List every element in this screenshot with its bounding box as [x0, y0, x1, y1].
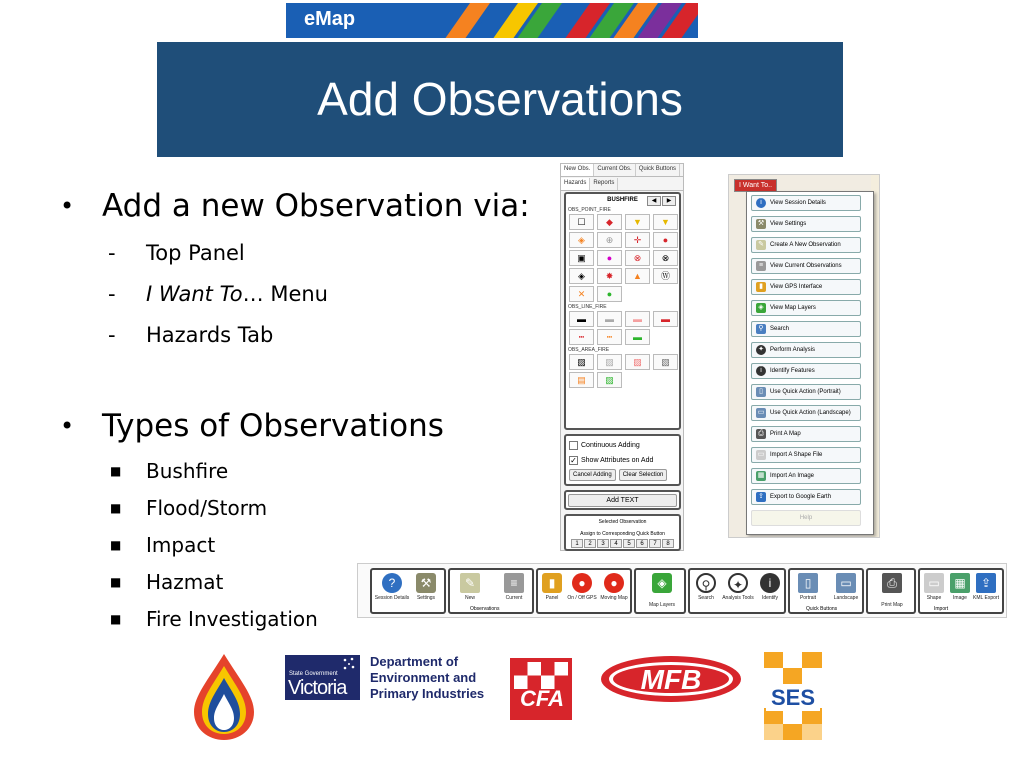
portrait-icon: ▯	[798, 573, 818, 593]
symbol-orange-triangle-icon[interactable]: ▲	[625, 268, 650, 284]
i-want-to-button[interactable]: I Want To..	[734, 179, 777, 192]
file-icon: ▭	[924, 573, 944, 593]
info-icon: ?	[382, 573, 402, 593]
export-icon: ⇪	[756, 492, 766, 502]
bullet-item-menu: … Menu	[242, 282, 328, 306]
quick-button-2[interactable]: 2	[584, 539, 596, 548]
toolbar-group-session	[370, 568, 446, 614]
menu-item-identify-features[interactable]: i Identify Features	[751, 363, 861, 379]
symbol-orange-diamond-icon[interactable]: ◈	[569, 232, 594, 248]
menu-item-view-map-layers[interactable]: ◈ View Map Layers	[751, 300, 861, 316]
line-red-icon[interactable]: ▬	[653, 311, 678, 327]
next-arrow-icon[interactable]: ▶	[662, 196, 676, 206]
menu-item-view-settings[interactable]: ⚒ View Settings	[751, 216, 861, 232]
menu-item-export-google-earth[interactable]: ⇪ Export to Google Earth	[751, 489, 861, 505]
symbol-orange-x-icon[interactable]: ✕	[569, 286, 594, 302]
layers-icon: ◈	[756, 303, 766, 313]
clear-selection-button[interactable]: Clear Selection	[619, 469, 668, 481]
portrait-icon: ▯	[756, 387, 766, 397]
victoria-text: Victoria	[288, 677, 347, 699]
landscape-icon: ▭	[836, 573, 856, 593]
symbol-red-x-circle-icon[interactable]: ⊗	[625, 250, 650, 266]
menu-item-view-gps[interactable]: ▮ View GPS Interface	[751, 279, 861, 295]
bullet-item-bushfire: Bushfire	[146, 459, 229, 483]
mfb-text: MFB	[640, 664, 702, 695]
bullet-item-hazmat: Hazmat	[146, 570, 224, 594]
symbol-crosshair-red-icon[interactable]: ✛	[625, 232, 650, 248]
bullet-section-types: • Types of Observations ■ Bushfire ■ Flood/Storm ■ Impact ■ Hazmat ■ Fire Investigation	[60, 408, 444, 631]
quick-button-3[interactable]: 3	[597, 539, 609, 548]
bullet-heading-add: Add a new Observation via:	[102, 188, 530, 224]
menu-item-help[interactable]: Help	[751, 510, 861, 526]
analysis-tools-button[interactable]: ✦ Analysis Tools	[718, 573, 758, 601]
landscape-icon: ▭	[757, 409, 765, 416]
group-label-line: OBS_LINE_FIRE	[568, 304, 607, 310]
quick-button-5[interactable]: 5	[623, 539, 635, 548]
cfa-text: CFA	[520, 686, 564, 711]
ses-text: SES	[766, 685, 820, 711]
shape-import-button[interactable]: ▭ Shape	[914, 573, 954, 601]
import-group-label: Import	[934, 606, 949, 612]
symbol-target-grey-icon[interactable]: ⊕	[597, 232, 622, 248]
menu-item-search[interactable]: ⚲ Search	[751, 321, 861, 337]
bullet-item-hazards-tab: Hazards Tab	[146, 323, 274, 347]
symbol-red-burst-icon[interactable]: ✸	[597, 268, 622, 284]
symbol-fire-diamond-icon[interactable]: ◆	[597, 214, 622, 230]
export-icon: ⇪	[976, 573, 996, 593]
symbol-diamond-black-icon[interactable]: ◈	[569, 268, 594, 284]
line-green-icon[interactable]: ▬	[625, 329, 650, 345]
i-want-to-menu	[746, 191, 874, 535]
gps-device-icon: ▮	[542, 573, 562, 593]
prev-arrow-icon[interactable]: ◀	[647, 196, 661, 206]
area-dark-hatch-icon[interactable]: ▧	[653, 354, 678, 370]
mfb-logo	[600, 655, 743, 703]
dpi-line-2: Environment and	[370, 670, 477, 685]
menu-item-import-shape-file[interactable]: ▭ Import A Shape File	[751, 447, 861, 463]
bullet-item-top-panel: Top Panel	[146, 241, 245, 265]
area-green-hatch-icon[interactable]: ▨	[597, 372, 622, 388]
search-icon: ⚲	[696, 573, 716, 593]
quick-button-7[interactable]: 7	[649, 539, 661, 548]
new-observation-button[interactable]: ✎ New	[450, 573, 490, 601]
quick-button-1[interactable]: 1	[571, 539, 583, 548]
area-orange-hatch-icon[interactable]: ▤	[569, 372, 594, 388]
quick-button-4[interactable]: 4	[610, 539, 622, 548]
tab-hazards[interactable]: Hazards	[561, 178, 590, 190]
list-icon: ≡	[504, 573, 524, 593]
toolbar-group-import	[918, 568, 1004, 614]
show-attributes-label: Show Attributes on Add	[581, 456, 654, 464]
menu-item-import-image[interactable]: ▦ Import An Image	[751, 468, 861, 484]
red-circle-icon: ●	[604, 573, 624, 593]
group-label-area: OBS_AREA_FIRE	[568, 347, 610, 353]
options-box	[564, 434, 681, 486]
fire-services-logo	[192, 652, 256, 742]
symbol-red-dot-icon[interactable]: ●	[653, 232, 678, 248]
identify-icon: i	[760, 573, 780, 593]
toolbar-group-gps	[536, 568, 632, 614]
menu-item-print-map[interactable]: ⎙ Print A Map	[751, 426, 861, 442]
ses-logo	[764, 652, 822, 740]
quick-button-6[interactable]: 6	[636, 539, 648, 548]
layers-icon: ◈	[652, 573, 672, 593]
session-details-button[interactable]: ? Session Details	[372, 573, 412, 601]
toolbar-group-quick	[788, 568, 864, 614]
search-button[interactable]: ⚲ Search	[686, 573, 726, 601]
symbol-square-icon[interactable]: ☐	[569, 214, 594, 230]
image-icon: ▦	[950, 573, 970, 593]
image-import-button[interactable]: ▦ Image	[940, 573, 980, 601]
add-text-button[interactable]: Add TEXT	[568, 494, 677, 507]
red-circle-icon: ●	[572, 573, 592, 593]
file-icon: ▭	[757, 451, 765, 458]
identify-icon: i	[756, 366, 766, 376]
area-black-hatch-icon[interactable]: ▨	[569, 354, 594, 370]
tab-quick-buttons[interactable]: Quick Buttons	[636, 164, 680, 176]
toolbar-group-print	[866, 568, 916, 614]
portrait-button[interactable]: ▯ Portrait	[788, 573, 828, 601]
document-icon: ✎	[460, 573, 480, 593]
area-grey-hatch-icon[interactable]: ▨	[597, 354, 622, 370]
menu-item-view-current-observations[interactable]: ≡ View Current Observations	[751, 258, 861, 274]
menu-item-create-observation[interactable]: ✎ Create A New Observation	[751, 237, 861, 253]
landscape-button[interactable]: ▭ Landscape	[826, 573, 866, 601]
continuous-adding-checkbox[interactable]	[569, 441, 578, 450]
bullet-heading-types: Types of Observations	[102, 408, 444, 444]
toolbar-group-observations	[448, 568, 534, 614]
tab-new-obs[interactable]: New Obs.	[561, 164, 594, 176]
slide-title: Add Observations	[317, 73, 683, 125]
line-red-dashed-icon[interactable]: ┅	[569, 329, 594, 345]
group-label-point: OBS_POINT_FIRE	[568, 207, 611, 213]
tab-reports[interactable]: Reports	[590, 178, 618, 190]
continuous-adding-label: Continuous Adding	[581, 441, 640, 449]
menu-item-quick-action-portrait[interactable]: ▯ Use Quick Action (Portrait)	[751, 384, 861, 400]
top-panel-toolbar	[357, 563, 1007, 618]
cfa-logo	[510, 658, 572, 720]
menu-item-quick-action-landscape[interactable]: ▭ Use Quick Action (Landscape)	[751, 405, 861, 421]
quick-buttons-label: Quick Buttons	[806, 606, 838, 612]
line-orange-icon[interactable]: ┅	[597, 329, 622, 345]
i-want-to-screenshot	[728, 174, 880, 538]
gps-icon: ▮	[756, 282, 766, 292]
dpi-line-3: Primary Industries	[370, 686, 485, 701]
hazard-heading: BUSHFIRE	[607, 197, 638, 203]
image-icon: ▦	[757, 472, 765, 479]
compass-icon: ✦	[728, 573, 748, 593]
tools-icon: ⚒	[416, 573, 436, 593]
bullet-item-fire-investigation: Fire Investigation	[146, 607, 318, 631]
symbol-black-x-icon[interactable]: ⊗	[653, 250, 678, 266]
current-observations-button[interactable]: ≡ Current	[494, 573, 534, 601]
southern-cross-icon	[341, 657, 357, 671]
map-layers-button[interactable]: ◈ Map Layers	[642, 573, 682, 608]
settings-button[interactable]: ⚒ Settings	[406, 573, 446, 601]
line-black-icon[interactable]: ▬	[569, 311, 594, 327]
document-icon: ✎	[756, 240, 766, 250]
printer-icon: ⎙	[756, 429, 766, 439]
quick-button-8[interactable]: 8	[662, 539, 674, 548]
add-text-box	[564, 490, 681, 510]
gps-toggle-button[interactable]: ● On / Off GPS	[562, 573, 602, 601]
line-grey-icon[interactable]: ▬	[597, 311, 622, 327]
menu-item-view-session-details[interactable]: i View Session Details	[751, 195, 861, 211]
symbol-magenta-dot-icon[interactable]: ●	[597, 250, 622, 266]
selected-observation-label: Selected Observation	[598, 519, 647, 525]
dpi-line-1: Department of	[370, 654, 459, 669]
symbol-warning-yellow2-icon[interactable]: ▼	[653, 214, 678, 230]
dpi-name	[370, 654, 490, 702]
victoria-logo	[285, 655, 360, 700]
assign-quick-label: Assign to Corresponding Quick Button	[580, 531, 665, 537]
symbol-truck-icon[interactable]: ▣	[569, 250, 594, 266]
hazards-panel	[560, 163, 684, 551]
info-icon: i	[756, 198, 766, 208]
show-attributes-checkbox[interactable]: ✓	[570, 455, 577, 465]
state-government-text: State Government	[289, 671, 338, 677]
bullet-item-impact: Impact	[146, 533, 216, 557]
selected-observation-box	[564, 514, 681, 551]
area-red-hatch-icon[interactable]: ▨	[625, 354, 650, 370]
toolbar-group-layers	[634, 568, 686, 614]
compass-icon: ✦	[756, 345, 766, 355]
line-pink-icon[interactable]: ▬	[625, 311, 650, 327]
search-icon: ⚲	[756, 324, 766, 334]
moving-map-button[interactable]: ● Moving Map	[594, 573, 634, 601]
bullet-item-i-want-to: I Want To	[146, 282, 243, 306]
print-map-button[interactable]: ⎙ Print Map	[872, 573, 912, 608]
hazard-symbols-box	[564, 192, 681, 430]
symbol-green-dot-icon[interactable]: ●	[597, 286, 622, 302]
tab-current-obs[interactable]: Current Obs.	[594, 164, 635, 176]
cancel-adding-button[interactable]: Cancel Adding	[569, 469, 616, 481]
bullet-section-add: • Add a new Observation via: - Top Panel - I Want To… Menu - Hazards Tab	[60, 188, 530, 347]
bullet-item-flood-storm: Flood/Storm	[146, 496, 268, 520]
identify-button[interactable]: i Identify	[750, 573, 790, 601]
kml-export-button[interactable]: ⇪ KML Export	[966, 573, 1006, 601]
emap-logo-text: eMap	[304, 8, 356, 30]
panel-button[interactable]: ▮ Panel	[532, 573, 572, 601]
list-icon: ≡	[756, 261, 766, 271]
printer-icon: ⎙	[882, 573, 902, 593]
title-box	[157, 42, 843, 157]
symbol-warning-yellow-icon[interactable]: ▼	[625, 214, 650, 230]
symbol-w-circle-icon[interactable]: Ⓦ	[653, 268, 678, 284]
toolbar-group-tools	[688, 568, 786, 614]
tools-icon: ⚒	[757, 220, 765, 227]
menu-item-perform-analysis[interactable]: ✦ Perform Analysis	[751, 342, 861, 358]
emap-banner	[286, 3, 698, 38]
observations-group-label: Observations	[470, 606, 500, 612]
